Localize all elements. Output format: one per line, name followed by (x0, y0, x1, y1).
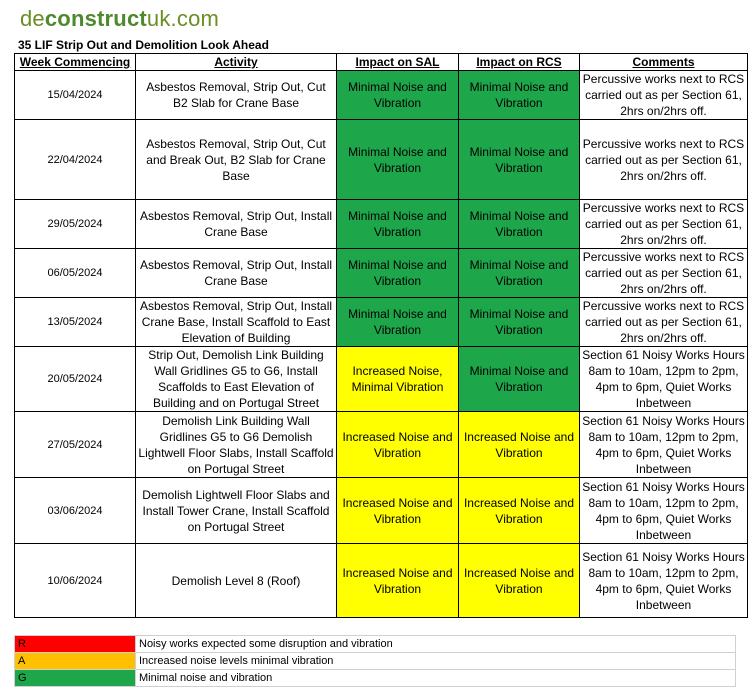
header-week: Week Commencing (15, 54, 136, 71)
rcs-impact-cell: Increased Noise and Vibration (459, 412, 580, 478)
table-row (15, 71, 748, 120)
sal-impact-cell: Minimal Noise and Vibration (337, 200, 459, 249)
table-row (15, 412, 748, 478)
activity-cell: Asbestos Removal, Strip Out, Install Crane Base (136, 249, 337, 298)
sal-impact-cell: Increased Noise and Vibration (337, 478, 459, 544)
week-cell: 13/05/2024 (15, 298, 136, 347)
sal-impact-cell: Increased Noise and Vibration (337, 412, 459, 478)
week-cell: 29/05/2024 (15, 200, 136, 249)
table-row (15, 200, 748, 249)
legend-code-amber: A (15, 653, 136, 670)
week-cell: 06/05/2024 (15, 249, 136, 298)
activity-cell: Asbestos Removal, Strip Out, Cut B2 Slab for Crane Base (136, 71, 337, 120)
header-impact-rcs: Impact on RCS (459, 54, 580, 71)
rcs-impact-cell: Minimal Noise and Vibration (459, 249, 580, 298)
lookahead-table (14, 53, 748, 618)
table-row (15, 347, 748, 412)
legend-table (14, 635, 736, 687)
activity-cell: Asbestos Removal, Strip Out, Cut and Break Out, B2 Slab for Crane Base (136, 120, 337, 200)
legend-row (15, 636, 736, 653)
week-cell: 20/05/2024 (15, 347, 136, 412)
rcs-impact-cell: Minimal Noise and Vibration (459, 71, 580, 120)
sal-impact-cell: Increased Noise and Vibration (337, 544, 459, 618)
comments-cell: Section 61 Noisy Works Hours 8am to 10am, 12pm to 2pm, 4pm to 6pm, Quiet Works Inbetween (580, 412, 748, 478)
comments-cell: Percussive works next to RCS carried out as per Section 61, 2hrs on/2hrs off. (580, 249, 748, 298)
table-row (15, 478, 748, 544)
sal-impact-cell: Increased Noise, Minimal Vibration (337, 347, 459, 412)
activity-cell: Demolish Lightwell Floor Slabs and Install Tower Crane, Install Scaffold on Portugal Street (136, 478, 337, 544)
legend-row (15, 653, 736, 670)
legend-row (15, 670, 736, 687)
comments-cell: Percussive works next to RCS carried out as per Section 61, 2hrs on/2hrs off. (580, 120, 748, 200)
table-row (15, 544, 748, 618)
sal-impact-cell: Minimal Noise and Vibration (337, 298, 459, 347)
rcs-impact-cell: Increased Noise and Vibration (459, 544, 580, 618)
legend-code-green: G (15, 670, 136, 687)
rcs-impact-cell: Minimal Noise and Vibration (459, 347, 580, 412)
table-row (15, 120, 748, 200)
rcs-impact-cell: Increased Noise and Vibration (459, 478, 580, 544)
activity-cell: Asbestos Removal, Strip Out, Install Crane Base, Install Scaffold to East Elevation of Building (136, 298, 337, 347)
header-activity: Activity (136, 54, 337, 71)
rcs-impact-cell: Minimal Noise and Vibration (459, 120, 580, 200)
rcs-impact-cell: Minimal Noise and Vibration (459, 298, 580, 347)
week-cell: 15/04/2024 (15, 71, 136, 120)
week-cell: 03/06/2024 (15, 478, 136, 544)
week-cell: 10/06/2024 (15, 544, 136, 618)
legend-text: Noisy works expected some disruption and vibration (136, 636, 736, 653)
sal-impact-cell: Minimal Noise and Vibration (337, 120, 459, 200)
table-row (15, 298, 748, 347)
comments-cell: Section 61 Noisy Works Hours 8am to 10am, 12pm to 2pm, 4pm to 6pm, Quiet Works Inbetween (580, 347, 748, 412)
activity-cell: Asbestos Removal, Strip Out, Install Crane Base (136, 200, 337, 249)
week-cell: 27/05/2024 (15, 412, 136, 478)
sheet-title: 35 LIF Strip Out and Demolition Look Ahead (18, 38, 269, 52)
comments-cell: Percussive works next to RCS carried out as per Section 61, 2hrs on/2hrs off. (580, 200, 748, 249)
legend-text: Increased noise levels minimal vibration (136, 653, 736, 670)
activity-cell: Demolish Level 8 (Roof) (136, 544, 337, 618)
header-comments: Comments (580, 54, 748, 71)
legend-code-red: R (15, 636, 136, 653)
comments-cell: Percussive works next to RCS carried out as per Section 61, 2hrs on/2hrs off. (580, 71, 748, 120)
comments-cell: Section 61 Noisy Works Hours 8am to 10am, 12pm to 2pm, 4pm to 6pm, Quiet Works Inbetween (580, 478, 748, 544)
activity-cell: Demolish Link Building Wall Gridlines G5 to G6 Demolish Lightwell Floor Slabs, Install Scaffold on Portugal Street (136, 412, 337, 478)
header-impact-sal: Impact on SAL (337, 54, 459, 71)
week-cell: 22/04/2024 (15, 120, 136, 200)
comments-cell: Percussive works next to RCS carried out as per Section 61, 2hrs on/2hrs off. (580, 298, 748, 347)
table-row (15, 249, 748, 298)
activity-cell: Strip Out, Demolish Link Building Wall Gridlines G5 to G6, Install Scaffolds to East Elevation of Building and on Portugal Street (136, 347, 337, 412)
rcs-impact-cell: Minimal Noise and Vibration (459, 200, 580, 249)
company-logo: deconstructuk.com (20, 6, 220, 31)
comments-cell: Section 61 Noisy Works Hours 8am to 10am, 12pm to 2pm, 4pm to 6pm, Quiet Works Inbetween (580, 544, 748, 618)
legend-text: Minimal noise and vibration (136, 670, 736, 687)
sal-impact-cell: Minimal Noise and Vibration (337, 249, 459, 298)
sal-impact-cell: Minimal Noise and Vibration (337, 71, 459, 120)
header-row (15, 54, 748, 71)
